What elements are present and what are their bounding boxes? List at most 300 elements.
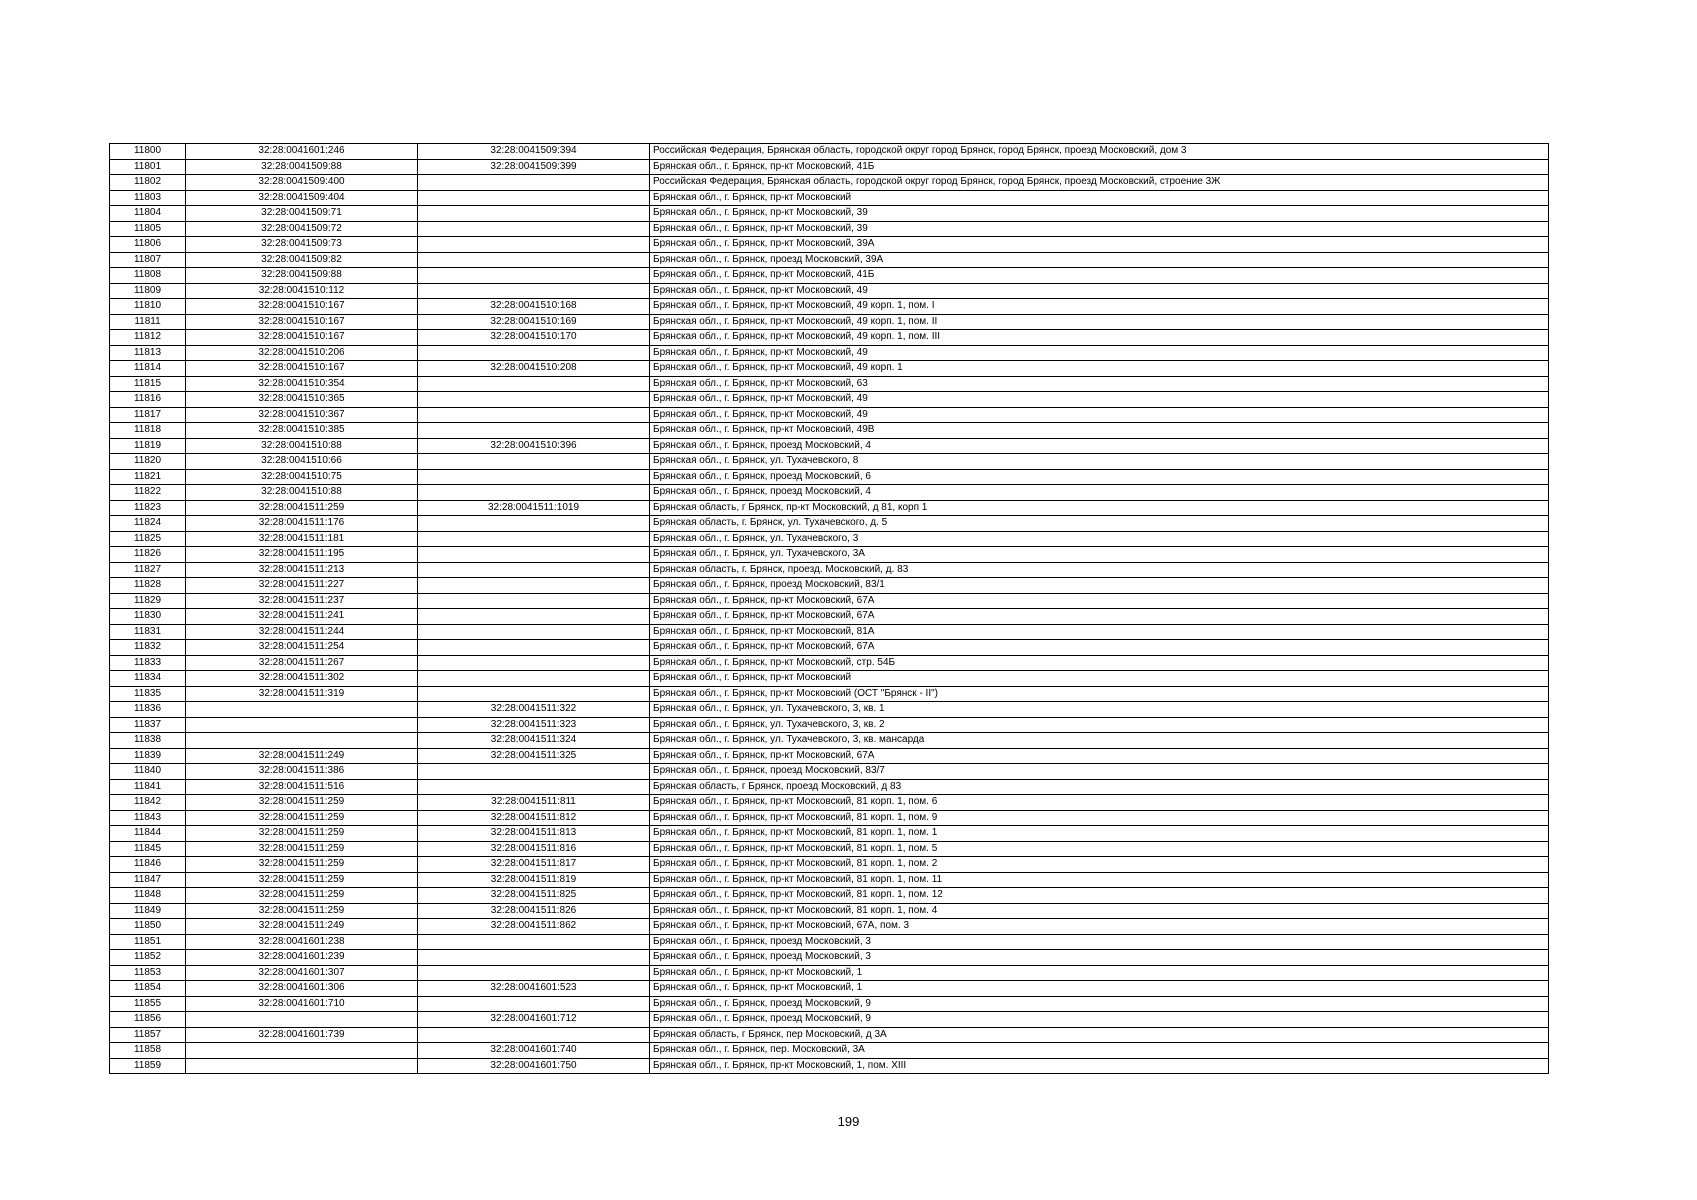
- row-number-cell: 11812: [110, 330, 186, 346]
- table-row: [110, 190, 1549, 206]
- address-cell: Брянская обл., г. Брянск, пр-кт Московский, 1: [650, 981, 1549, 997]
- object-cadastral-number-cell: [418, 779, 650, 795]
- object-cadastral-number-cell: 32:28:0041511:816: [418, 841, 650, 857]
- land-cadastral-number-cell: 32:28:0041509:404: [186, 190, 418, 206]
- row-number-cell: 11802: [110, 175, 186, 191]
- address-cell: Брянская обл., г. Брянск, пр-кт Московский, 49: [650, 345, 1549, 361]
- land-cadastral-number-cell: 32:28:0041510:66: [186, 454, 418, 470]
- object-cadastral-number-cell: 32:28:0041510:170: [418, 330, 650, 346]
- address-cell: Брянская обл., г. Брянск, пр-кт Московский, 49В: [650, 423, 1549, 439]
- object-cadastral-number-cell: [418, 996, 650, 1012]
- land-cadastral-number-cell: 32:28:0041511:254: [186, 640, 418, 656]
- object-cadastral-number-cell: 32:28:0041511:826: [418, 903, 650, 919]
- object-cadastral-number-cell: 32:28:0041601:523: [418, 981, 650, 997]
- land-cadastral-number-cell: 32:28:0041511:319: [186, 686, 418, 702]
- land-cadastral-number-cell: 32:28:0041511:259: [186, 795, 418, 811]
- row-number-cell: 11821: [110, 469, 186, 485]
- land-cadastral-number-cell: 32:28:0041509:71: [186, 206, 418, 222]
- table-row: [110, 764, 1549, 780]
- row-number-cell: 11843: [110, 810, 186, 826]
- land-cadastral-number-cell: 32:28:0041510:354: [186, 376, 418, 392]
- land-cadastral-number-cell: 32:28:0041511:259: [186, 872, 418, 888]
- table-row: [110, 655, 1549, 671]
- object-cadastral-number-cell: 32:28:0041601:740: [418, 1043, 650, 1059]
- row-number-cell: 11826: [110, 547, 186, 563]
- object-cadastral-number-cell: 32:28:0041510:168: [418, 299, 650, 315]
- table-row: [110, 857, 1549, 873]
- land-cadastral-number-cell: 32:28:0041509:88: [186, 268, 418, 284]
- row-number-cell: 11818: [110, 423, 186, 439]
- row-number-cell: 11841: [110, 779, 186, 795]
- table-row: [110, 965, 1549, 981]
- land-cadastral-number-cell: 32:28:0041510:167: [186, 299, 418, 315]
- table-row: [110, 469, 1549, 485]
- address-cell: Брянская обл., г. Брянск, пр-кт Московский, 81 корп. 1, пом. 9: [650, 810, 1549, 826]
- land-cadastral-number-cell: 32:28:0041510:206: [186, 345, 418, 361]
- row-number-cell: 11857: [110, 1027, 186, 1043]
- table-row: [110, 454, 1549, 470]
- table-row: [110, 609, 1549, 625]
- object-cadastral-number-cell: [418, 376, 650, 392]
- object-cadastral-number-cell: [418, 531, 650, 547]
- object-cadastral-number-cell: [418, 252, 650, 268]
- row-number-cell: 11805: [110, 221, 186, 237]
- table-row: [110, 159, 1549, 175]
- table-row: [110, 283, 1549, 299]
- address-cell: Российская Федерация, Брянская область, городской округ город Брянск, город Брянск, проезд Московский, дом 3: [650, 144, 1549, 160]
- row-number-cell: 11854: [110, 981, 186, 997]
- row-number-cell: 11850: [110, 919, 186, 935]
- row-number-cell: 11822: [110, 485, 186, 501]
- table-row: [110, 1058, 1549, 1074]
- row-number-cell: 11817: [110, 407, 186, 423]
- land-cadastral-number-cell: 32:28:0041511:267: [186, 655, 418, 671]
- table-row: [110, 407, 1549, 423]
- object-cadastral-number-cell: [418, 206, 650, 222]
- table-row: [110, 810, 1549, 826]
- land-cadastral-number-cell: 32:28:0041511:241: [186, 609, 418, 625]
- land-cadastral-number-cell: [186, 702, 418, 718]
- table-row: [110, 547, 1549, 563]
- row-number-cell: 11814: [110, 361, 186, 377]
- address-cell: Брянская обл., г. Брянск, пр-кт Московский, 49 корп. 1, пом. I: [650, 299, 1549, 315]
- land-cadastral-number-cell: 32:28:0041511:259: [186, 903, 418, 919]
- address-cell: Брянская обл., г. Брянск, пр-кт Московский, 81 корп. 1, пом. 4: [650, 903, 1549, 919]
- object-cadastral-number-cell: 32:28:0041511:811: [418, 795, 650, 811]
- object-cadastral-number-cell: 32:28:0041511:325: [418, 748, 650, 764]
- object-cadastral-number-cell: 32:28:0041510:396: [418, 438, 650, 454]
- row-number-cell: 11806: [110, 237, 186, 253]
- row-number-cell: 11834: [110, 671, 186, 687]
- address-cell: Брянская обл., г. Брянск, пр-кт Московский, 81 корп. 1, пом. 2: [650, 857, 1549, 873]
- land-cadastral-number-cell: 32:28:0041511:259: [186, 810, 418, 826]
- table-row: [110, 593, 1549, 609]
- object-cadastral-number-cell: [418, 686, 650, 702]
- row-number-cell: 11847: [110, 872, 186, 888]
- address-cell: Брянская область, г Брянск, пер Московский, д 3А: [650, 1027, 1549, 1043]
- land-cadastral-number-cell: 32:28:0041511:181: [186, 531, 418, 547]
- address-cell: Российская Федерация, Брянская область, городской округ город Брянск, город Брянск, проезд Московский, строение 3Ж: [650, 175, 1549, 191]
- table-row: [110, 376, 1549, 392]
- object-cadastral-number-cell: [418, 934, 650, 950]
- table-row: [110, 221, 1549, 237]
- address-cell: Брянская обл., г. Брянск, пр-кт Московский, 39А: [650, 237, 1549, 253]
- row-number-cell: 11808: [110, 268, 186, 284]
- table-row: [110, 640, 1549, 656]
- table-row: [110, 252, 1549, 268]
- table-row: [110, 1043, 1549, 1059]
- row-number-cell: 11845: [110, 841, 186, 857]
- table-row: [110, 531, 1549, 547]
- row-number-cell: 11832: [110, 640, 186, 656]
- address-cell: Брянская обл., г. Брянск, проезд Московский, 3: [650, 950, 1549, 966]
- row-number-cell: 11810: [110, 299, 186, 315]
- address-cell: Брянская обл., г. Брянск, проезд Московский, 6: [650, 469, 1549, 485]
- row-number-cell: 11855: [110, 996, 186, 1012]
- table-row: [110, 578, 1549, 594]
- row-number-cell: 11800: [110, 144, 186, 160]
- row-number-cell: 11849: [110, 903, 186, 919]
- address-cell: Брянская обл., г. Брянск, пр-кт Московский, 63: [650, 376, 1549, 392]
- table-row: [110, 717, 1549, 733]
- object-cadastral-number-cell: 32:28:0041511:322: [418, 702, 650, 718]
- address-cell: Брянская обл., г. Брянск, пер. Московский, 3А: [650, 1043, 1549, 1059]
- object-cadastral-number-cell: [418, 345, 650, 361]
- row-number-cell: 11852: [110, 950, 186, 966]
- land-cadastral-number-cell: [186, 1043, 418, 1059]
- address-cell: Брянская обл., г. Брянск, ул. Тухачевского, 8: [650, 454, 1549, 470]
- object-cadastral-number-cell: [418, 175, 650, 191]
- land-cadastral-number-cell: 32:28:0041601:246: [186, 144, 418, 160]
- row-number-cell: 11825: [110, 531, 186, 547]
- address-cell: Брянская обл., г. Брянск, пр-кт Московский, 49 корп. 1, пом. II: [650, 314, 1549, 330]
- object-cadastral-number-cell: [418, 562, 650, 578]
- row-number-cell: 11839: [110, 748, 186, 764]
- row-number-cell: 11804: [110, 206, 186, 222]
- table-row: [110, 500, 1549, 516]
- table-row: [110, 392, 1549, 408]
- table-row: [110, 1027, 1549, 1043]
- object-cadastral-number-cell: [418, 423, 650, 439]
- address-cell: Брянская обл., г. Брянск, пр-кт Московский, 81А: [650, 624, 1549, 640]
- object-cadastral-number-cell: 32:28:0041511:862: [418, 919, 650, 935]
- address-cell: Брянская обл., г. Брянск, пр-кт Московский, 39: [650, 221, 1549, 237]
- land-cadastral-number-cell: 32:28:0041601:238: [186, 934, 418, 950]
- address-cell: Брянская обл., г. Брянск, пр-кт Московский, 41Б: [650, 268, 1549, 284]
- address-cell: Брянская обл., г. Брянск, пр-кт Московский, 49: [650, 407, 1549, 423]
- land-cadastral-number-cell: 32:28:0041601:306: [186, 981, 418, 997]
- registry-table: [109, 143, 1549, 1074]
- land-cadastral-number-cell: 32:28:0041510:88: [186, 438, 418, 454]
- object-cadastral-number-cell: 32:28:0041601:712: [418, 1012, 650, 1028]
- object-cadastral-number-cell: 32:28:0041511:1019: [418, 500, 650, 516]
- row-number-cell: 11809: [110, 283, 186, 299]
- address-cell: Брянская обл., г. Брянск, пр-кт Московский, 81 корп. 1, пом. 5: [650, 841, 1549, 857]
- table-row: [110, 872, 1549, 888]
- address-cell: Брянская обл., г. Брянск, пр-кт Московский, 67А: [650, 593, 1549, 609]
- land-cadastral-number-cell: 32:28:0041511:213: [186, 562, 418, 578]
- row-number-cell: 11801: [110, 159, 186, 175]
- land-cadastral-number-cell: 32:28:0041509:73: [186, 237, 418, 253]
- object-cadastral-number-cell: 32:28:0041511:324: [418, 733, 650, 749]
- registry-table-body: [110, 144, 1549, 1074]
- object-cadastral-number-cell: [418, 655, 650, 671]
- address-cell: Брянская обл., г. Брянск, пр-кт Московский, 67А, пом. 3: [650, 919, 1549, 935]
- address-cell: Брянская обл., г. Брянск, пр-кт Московский, 67А: [650, 609, 1549, 625]
- land-cadastral-number-cell: 32:28:0041511:516: [186, 779, 418, 795]
- table-row: [110, 795, 1549, 811]
- address-cell: Брянская обл., г. Брянск, ул. Тухачевского, 3, кв. 2: [650, 717, 1549, 733]
- land-cadastral-number-cell: 32:28:0041601:239: [186, 950, 418, 966]
- table-row: [110, 826, 1549, 842]
- address-cell: Брянская обл., г. Брянск, пр-кт Московский, 1: [650, 965, 1549, 981]
- table-row: [110, 330, 1549, 346]
- object-cadastral-number-cell: [418, 485, 650, 501]
- address-cell: Брянская область, г Брянск, проезд Московский, д 83: [650, 779, 1549, 795]
- row-number-cell: 11853: [110, 965, 186, 981]
- object-cadastral-number-cell: [418, 965, 650, 981]
- object-cadastral-number-cell: 32:28:0041511:817: [418, 857, 650, 873]
- object-cadastral-number-cell: 32:28:0041511:812: [418, 810, 650, 826]
- object-cadastral-number-cell: 32:28:0041509:394: [418, 144, 650, 160]
- address-cell: Брянская обл., г. Брянск, проезд Московский, 83/1: [650, 578, 1549, 594]
- land-cadastral-number-cell: 32:28:0041510:385: [186, 423, 418, 439]
- row-number-cell: 11837: [110, 717, 186, 733]
- land-cadastral-number-cell: [186, 717, 418, 733]
- address-cell: Брянская обл., г. Брянск, ул. Тухачевского, 3, кв. 1: [650, 702, 1549, 718]
- land-cadastral-number-cell: 32:28:0041509:82: [186, 252, 418, 268]
- address-cell: Брянская обл., г. Брянск, пр-кт Московский: [650, 671, 1549, 687]
- row-number-cell: 11811: [110, 314, 186, 330]
- table-row: [110, 144, 1549, 160]
- land-cadastral-number-cell: 32:28:0041511:259: [186, 841, 418, 857]
- land-cadastral-number-cell: 32:28:0041511:195: [186, 547, 418, 563]
- address-cell: Брянская обл., г. Брянск, проезд Московский, 39А: [650, 252, 1549, 268]
- land-cadastral-number-cell: 32:28:0041509:88: [186, 159, 418, 175]
- row-number-cell: 11835: [110, 686, 186, 702]
- row-number-cell: 11819: [110, 438, 186, 454]
- table-row: [110, 268, 1549, 284]
- land-cadastral-number-cell: 32:28:0041511:259: [186, 826, 418, 842]
- address-cell: Брянская обл., г. Брянск, проезд Московский, 83/7: [650, 764, 1549, 780]
- address-cell: Брянская обл., г. Брянск, пр-кт Московский, 67А: [650, 748, 1549, 764]
- table-row: [110, 516, 1549, 532]
- table-row: [110, 345, 1549, 361]
- row-number-cell: 11858: [110, 1043, 186, 1059]
- address-cell: Брянская обл., г. Брянск, пр-кт Московский, 81 корп. 1, пом. 6: [650, 795, 1549, 811]
- row-number-cell: 11816: [110, 392, 186, 408]
- row-number-cell: 11828: [110, 578, 186, 594]
- row-number-cell: 11851: [110, 934, 186, 950]
- table-row: [110, 950, 1549, 966]
- object-cadastral-number-cell: [418, 1027, 650, 1043]
- row-number-cell: 11807: [110, 252, 186, 268]
- land-cadastral-number-cell: 32:28:0041510:365: [186, 392, 418, 408]
- address-cell: Брянская обл., г. Брянск, проезд Московский, 3: [650, 934, 1549, 950]
- row-number-cell: 11836: [110, 702, 186, 718]
- row-number-cell: 11823: [110, 500, 186, 516]
- land-cadastral-number-cell: 32:28:0041509:72: [186, 221, 418, 237]
- land-cadastral-number-cell: 32:28:0041511:249: [186, 919, 418, 935]
- address-cell: Брянская обл., г. Брянск, ул. Тухачевского, 3А: [650, 547, 1549, 563]
- object-cadastral-number-cell: [418, 671, 650, 687]
- land-cadastral-number-cell: 32:28:0041510:167: [186, 361, 418, 377]
- land-cadastral-number-cell: 32:28:0041511:259: [186, 857, 418, 873]
- table-row: [110, 686, 1549, 702]
- address-cell: Брянская обл., г. Брянск, ул. Тухачевского, 3, кв. мансарда: [650, 733, 1549, 749]
- object-cadastral-number-cell: [418, 283, 650, 299]
- table-row: [110, 1012, 1549, 1028]
- land-cadastral-number-cell: 32:28:0041601:739: [186, 1027, 418, 1043]
- address-cell: Брянская обл., г. Брянск, пр-кт Московский (ОСТ "Брянск - II"): [650, 686, 1549, 702]
- address-cell: Брянская обл., г. Брянск, пр-кт Московский, 39: [650, 206, 1549, 222]
- object-cadastral-number-cell: 32:28:0041511:825: [418, 888, 650, 904]
- object-cadastral-number-cell: [418, 237, 650, 253]
- address-cell: Брянская обл., г. Брянск, проезд Московский, 9: [650, 996, 1549, 1012]
- object-cadastral-number-cell: [418, 609, 650, 625]
- table-row: [110, 206, 1549, 222]
- land-cadastral-number-cell: 32:28:0041510:75: [186, 469, 418, 485]
- page-number: 199: [837, 1114, 860, 1129]
- table-row: [110, 624, 1549, 640]
- object-cadastral-number-cell: [418, 268, 650, 284]
- land-cadastral-number-cell: 32:28:0041510:167: [186, 314, 418, 330]
- row-number-cell: 11820: [110, 454, 186, 470]
- object-cadastral-number-cell: [418, 469, 650, 485]
- object-cadastral-number-cell: [418, 950, 650, 966]
- land-cadastral-number-cell: 32:28:0041511:227: [186, 578, 418, 594]
- object-cadastral-number-cell: [418, 516, 650, 532]
- land-cadastral-number-cell: 32:28:0041511:259: [186, 888, 418, 904]
- row-number-cell: 11824: [110, 516, 186, 532]
- table-row: [110, 562, 1549, 578]
- address-cell: Брянская обл., г. Брянск, пр-кт Московский, стр. 54Б: [650, 655, 1549, 671]
- table-row: [110, 841, 1549, 857]
- object-cadastral-number-cell: [418, 578, 650, 594]
- object-cadastral-number-cell: [418, 454, 650, 470]
- address-cell: Брянская обл., г. Брянск, пр-кт Московский: [650, 190, 1549, 206]
- object-cadastral-number-cell: 32:28:0041511:323: [418, 717, 650, 733]
- land-cadastral-number-cell: 32:28:0041509:400: [186, 175, 418, 191]
- table-row: [110, 733, 1549, 749]
- row-number-cell: 11815: [110, 376, 186, 392]
- address-cell: Брянская обл., г. Брянск, пр-кт Московский, 49 корп. 1, пом. III: [650, 330, 1549, 346]
- address-cell: Брянская область, г. Брянск, ул. Тухачевского, д. 5: [650, 516, 1549, 532]
- row-number-cell: 11813: [110, 345, 186, 361]
- land-cadastral-number-cell: 32:28:0041511:244: [186, 624, 418, 640]
- table-row: [110, 888, 1549, 904]
- address-cell: Брянская обл., г. Брянск, пр-кт Московский, 81 корп. 1, пом. 11: [650, 872, 1549, 888]
- address-cell: Брянская обл., г. Брянск, проезд Московский, 9: [650, 1012, 1549, 1028]
- row-number-cell: 11844: [110, 826, 186, 842]
- address-cell: Брянская обл., г. Брянск, пр-кт Московский, 49 корп. 1: [650, 361, 1549, 377]
- land-cadastral-number-cell: 32:28:0041601:307: [186, 965, 418, 981]
- row-number-cell: 11856: [110, 1012, 186, 1028]
- table-row: [110, 314, 1549, 330]
- object-cadastral-number-cell: 32:28:0041509:399: [418, 159, 650, 175]
- row-number-cell: 11831: [110, 624, 186, 640]
- address-cell: Брянская обл., г. Брянск, ул. Тухачевского, 3: [650, 531, 1549, 547]
- object-cadastral-number-cell: 32:28:0041511:813: [418, 826, 650, 842]
- land-cadastral-number-cell: 32:28:0041510:167: [186, 330, 418, 346]
- address-cell: Брянская обл., г. Брянск, пр-кт Московский, 49: [650, 283, 1549, 299]
- object-cadastral-number-cell: [418, 593, 650, 609]
- row-number-cell: 11848: [110, 888, 186, 904]
- table-row: [110, 702, 1549, 718]
- address-cell: Брянская обл., г. Брянск, пр-кт Московский, 41Б: [650, 159, 1549, 175]
- land-cadastral-number-cell: 32:28:0041511:386: [186, 764, 418, 780]
- land-cadastral-number-cell: 32:28:0041510:367: [186, 407, 418, 423]
- land-cadastral-number-cell: 32:28:0041510:112: [186, 283, 418, 299]
- table-row: [110, 934, 1549, 950]
- row-number-cell: 11827: [110, 562, 186, 578]
- address-cell: Брянская область, г Брянск, пр-кт Московский, д 81, корп 1: [650, 500, 1549, 516]
- row-number-cell: 11840: [110, 764, 186, 780]
- object-cadastral-number-cell: 32:28:0041510:208: [418, 361, 650, 377]
- table-row: [110, 919, 1549, 935]
- address-cell: Брянская обл., г. Брянск, пр-кт Московский, 49: [650, 392, 1549, 408]
- object-cadastral-number-cell: [418, 221, 650, 237]
- land-cadastral-number-cell: 32:28:0041511:302: [186, 671, 418, 687]
- land-cadastral-number-cell: [186, 1012, 418, 1028]
- land-cadastral-number-cell: 32:28:0041511:237: [186, 593, 418, 609]
- land-cadastral-number-cell: [186, 733, 418, 749]
- row-number-cell: 11842: [110, 795, 186, 811]
- land-cadastral-number-cell: 32:28:0041510:88: [186, 485, 418, 501]
- row-number-cell: 11830: [110, 609, 186, 625]
- table-row: [110, 423, 1549, 439]
- address-cell: Брянская обл., г. Брянск, пр-кт Московский, 81 корп. 1, пом. 12: [650, 888, 1549, 904]
- table-row: [110, 237, 1549, 253]
- table-row: [110, 981, 1549, 997]
- address-cell: Брянская область, г. Брянск, проезд. Московский, д. 83: [650, 562, 1549, 578]
- object-cadastral-number-cell: [418, 640, 650, 656]
- address-cell: Брянская обл., г. Брянск, пр-кт Московский, 81 корп. 1, пом. 1: [650, 826, 1549, 842]
- object-cadastral-number-cell: 32:28:0041511:819: [418, 872, 650, 888]
- row-number-cell: 11846: [110, 857, 186, 873]
- object-cadastral-number-cell: 32:28:0041601:750: [418, 1058, 650, 1074]
- land-cadastral-number-cell: 32:28:0041511:259: [186, 500, 418, 516]
- object-cadastral-number-cell: [418, 624, 650, 640]
- table-row: [110, 671, 1549, 687]
- object-cadastral-number-cell: [418, 392, 650, 408]
- object-cadastral-number-cell: [418, 407, 650, 423]
- table-row: [110, 748, 1549, 764]
- table-row: [110, 299, 1549, 315]
- table-row: [110, 903, 1549, 919]
- row-number-cell: 11859: [110, 1058, 186, 1074]
- address-cell: Брянская обл., г. Брянск, проезд Московский, 4: [650, 438, 1549, 454]
- object-cadastral-number-cell: [418, 547, 650, 563]
- land-cadastral-number-cell: 32:28:0041511:249: [186, 748, 418, 764]
- object-cadastral-number-cell: [418, 764, 650, 780]
- object-cadastral-number-cell: [418, 190, 650, 206]
- row-number-cell: 11833: [110, 655, 186, 671]
- object-cadastral-number-cell: 32:28:0041510:169: [418, 314, 650, 330]
- row-number-cell: 11829: [110, 593, 186, 609]
- land-cadastral-number-cell: [186, 1058, 418, 1074]
- land-cadastral-number-cell: 32:28:0041601:710: [186, 996, 418, 1012]
- table-row: [110, 996, 1549, 1012]
- table-row: [110, 438, 1549, 454]
- address-cell: Брянская обл., г. Брянск, проезд Московский, 4: [650, 485, 1549, 501]
- table-row: [110, 779, 1549, 795]
- address-cell: Брянская обл., г. Брянск, пр-кт Московский, 1, пом. XIII: [650, 1058, 1549, 1074]
- row-number-cell: 11803: [110, 190, 186, 206]
- table-row: [110, 175, 1549, 191]
- row-number-cell: 11838: [110, 733, 186, 749]
- table-row: [110, 361, 1549, 377]
